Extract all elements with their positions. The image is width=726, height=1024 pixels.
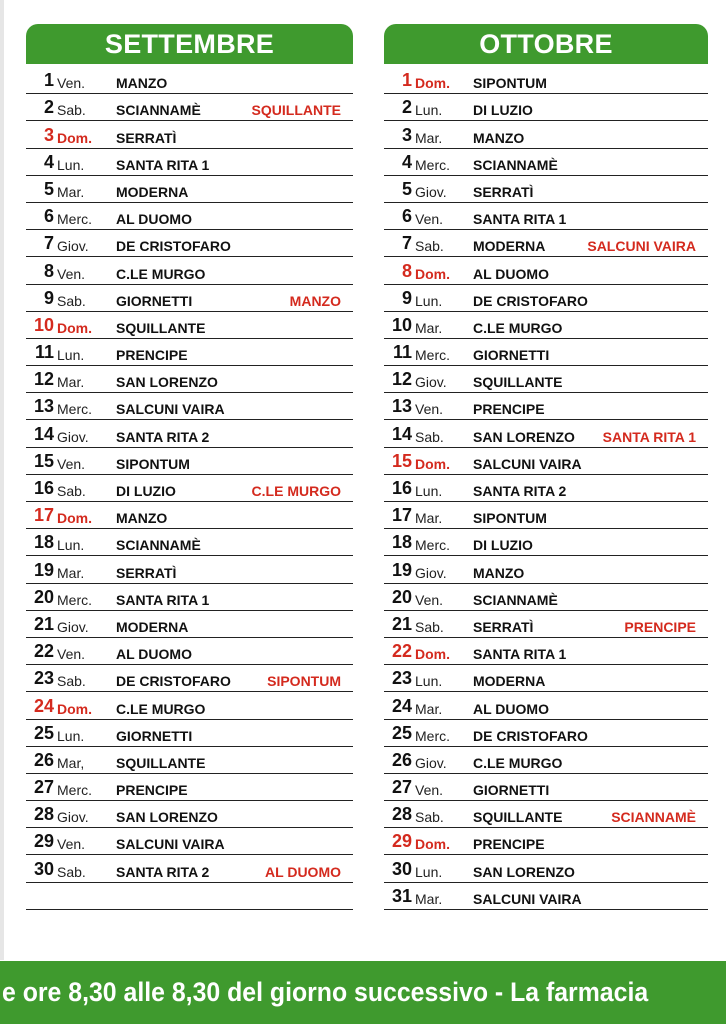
- weekday-label: Dom.: [57, 129, 92, 146]
- weekday-label: Ven.: [57, 836, 86, 853]
- secondary-pharmacy: SALCUNI VAIRA: [587, 238, 696, 255]
- day-row: [384, 475, 708, 502]
- day-row: [384, 828, 708, 855]
- day-row: [26, 121, 353, 148]
- day-row: [384, 692, 708, 719]
- pharmacy-name: SERRATÌ: [473, 183, 534, 200]
- pharmacy-name: MODERNA: [116, 618, 189, 635]
- day-row: [384, 556, 708, 583]
- day-row: [384, 529, 708, 556]
- day-row: [26, 665, 353, 692]
- day-number: 9: [401, 287, 412, 308]
- pharmacy-name: DE CRISTOFARO: [473, 292, 588, 309]
- day-number: 28: [391, 804, 412, 825]
- pharmacy-name: SIPONTUM: [473, 510, 547, 527]
- weekday-label: Giov.: [57, 428, 89, 445]
- day-number: 10: [391, 314, 412, 335]
- weekday-label: Merc.: [57, 591, 92, 608]
- day-row: [384, 339, 708, 366]
- day-row: [26, 312, 353, 339]
- pharmacy-name: SANTA RITA 2: [473, 483, 567, 499]
- day-row: [384, 121, 708, 148]
- day-number: 3: [401, 124, 412, 145]
- pharmacy-name: SAN LORENZO: [473, 863, 575, 880]
- pharmacy-name: C.LE MURGO: [473, 319, 563, 336]
- day-number: 17: [33, 505, 54, 526]
- month-header-october: OTTOBRE: [384, 24, 708, 64]
- day-number: 6: [43, 206, 54, 227]
- day-number: 12: [33, 369, 54, 390]
- pharmacy-name: SCIANNAMÈ: [116, 537, 201, 554]
- day-row: [384, 420, 708, 447]
- pharmacy-name: DE CRISTOFARO: [473, 727, 588, 744]
- day-row: [384, 67, 708, 94]
- weekday-label: Sab.: [415, 809, 444, 826]
- day-number: 30: [391, 858, 412, 879]
- weekday-label: Sab.: [415, 238, 444, 255]
- weekday-label: Giov.: [415, 183, 447, 200]
- day-number: 7: [43, 233, 54, 254]
- pharmacy-name: SQUILLANTE: [116, 754, 206, 771]
- day-row: [384, 584, 708, 611]
- secondary-pharmacy: SANTA RITA 1: [602, 428, 696, 445]
- weekday-label: Mar.: [57, 183, 85, 200]
- weekday-label: Dom.: [57, 319, 92, 336]
- day-number: 20: [391, 586, 412, 607]
- day-row: [384, 366, 708, 393]
- day-row: [26, 611, 353, 638]
- day-row: [26, 393, 353, 420]
- day-row: [26, 720, 353, 747]
- pharmacy-name: MANZO: [473, 129, 525, 146]
- day-number: 23: [391, 668, 412, 689]
- weekday-label: Merc.: [415, 347, 450, 364]
- day-number: 18: [391, 532, 412, 553]
- weekday-label: Sab.: [415, 428, 444, 445]
- day-number: 2: [401, 97, 412, 118]
- pharmacy-name: MANZO: [116, 510, 168, 527]
- day-number: 22: [391, 641, 412, 662]
- day-number: 9: [43, 287, 54, 308]
- footer-banner: [0, 961, 726, 1024]
- day-number: 19: [391, 559, 412, 580]
- pharmacy-name: SCIANNAMÈ: [473, 591, 558, 608]
- day-number: 26: [391, 749, 412, 770]
- weekday-label: Dom.: [415, 455, 450, 472]
- weekday-label: Lun.: [415, 102, 443, 119]
- weekday-label: Merc.: [415, 727, 450, 744]
- day-row: [384, 230, 708, 257]
- pharmacy-name: AL DUOMO: [473, 700, 549, 717]
- day-number: 13: [33, 396, 54, 417]
- weekday-label: Ven.: [415, 591, 444, 608]
- pharmacy-name: SQUILLANTE: [473, 374, 563, 391]
- pharmacy-name: GIORNETTI: [116, 292, 193, 309]
- day-number: 27: [391, 777, 412, 798]
- day-row: [26, 638, 353, 665]
- weekday-label: Mar.: [415, 510, 443, 527]
- day-number: 7: [401, 233, 412, 254]
- day-row: [26, 529, 353, 556]
- day-number: 26: [33, 749, 54, 770]
- day-number: 17: [391, 505, 412, 526]
- weekday-label: Giov.: [57, 809, 89, 826]
- pharmacy-name: PRENCIPE: [473, 401, 545, 418]
- day-row: [384, 285, 708, 312]
- day-row: [384, 747, 708, 774]
- pharmacy-name: SANTA RITA 2: [116, 863, 210, 880]
- day-row: [26, 502, 353, 529]
- day-row: [26, 801, 353, 828]
- weekday-label: Sab.: [57, 102, 86, 119]
- day-number: 11: [392, 342, 412, 363]
- weekday-label: Lun.: [57, 727, 85, 744]
- day-row: [26, 339, 353, 366]
- secondary-pharmacy: SQUILLANTE: [251, 102, 341, 119]
- month-header-september: SETTEMBRE: [26, 24, 353, 64]
- day-number: 30: [33, 858, 54, 879]
- pharmacy-name: SALCUNI VAIRA: [116, 401, 225, 418]
- pharmacy-name: SAN LORENZO: [116, 809, 218, 826]
- pharmacy-name: SAN LORENZO: [473, 428, 575, 445]
- weekday-label: Merc.: [57, 782, 92, 799]
- september-column: [26, 24, 353, 910]
- secondary-pharmacy: C.LE MURGO: [251, 483, 341, 499]
- weekday-label: Sab.: [57, 673, 86, 690]
- day-row: [384, 393, 708, 420]
- day-row: [26, 855, 353, 882]
- day-row: [26, 94, 353, 121]
- day-row: [26, 67, 353, 94]
- weekday-label: Ven.: [57, 265, 86, 282]
- weekday-label: Dom.: [415, 265, 450, 282]
- day-number: 14: [33, 423, 54, 444]
- day-number: 28: [33, 804, 54, 825]
- weekday-label: Lun.: [415, 673, 443, 690]
- day-row: [26, 448, 353, 475]
- day-row: [26, 828, 353, 855]
- secondary-pharmacy: AL DUOMO: [265, 863, 341, 880]
- pharmacy-name: C.LE MURGO: [116, 700, 206, 717]
- pharmacy-name: SALCUNI VAIRA: [473, 455, 582, 472]
- day-row: [26, 149, 353, 176]
- pharmacy-name: DI LUZIO: [473, 537, 533, 554]
- weekday-label: Mar.: [415, 319, 443, 336]
- weekday-label: Lun.: [57, 156, 85, 173]
- day-number: 10: [33, 314, 54, 335]
- day-number: 5: [401, 178, 412, 199]
- day-row: [384, 149, 708, 176]
- weekday-label: Giov.: [415, 564, 447, 581]
- day-row: [384, 257, 708, 284]
- day-number: 21: [391, 613, 412, 634]
- day-row: [384, 502, 708, 529]
- day-number: 6: [401, 206, 412, 227]
- pharmacy-name: AL DUOMO: [473, 265, 549, 282]
- pharmacy-name: SIPONTUM: [116, 455, 190, 472]
- day-number: 12: [391, 369, 412, 390]
- weekday-label: Dom.: [57, 510, 92, 527]
- pharmacy-name: SANTA RITA 1: [473, 646, 567, 663]
- weekday-label: Giov.: [415, 754, 447, 771]
- pharmacy-name: SERRATÌ: [473, 618, 534, 635]
- weekday-label: Ven.: [57, 455, 86, 472]
- pharmacy-name: MODERNA: [116, 183, 189, 200]
- pharmacy-name: PRENCIPE: [116, 782, 188, 799]
- pharmacy-name: SANTA RITA 1: [116, 591, 210, 608]
- day-row: [384, 855, 708, 882]
- day-number: 20: [33, 586, 54, 607]
- pharmacy-name: DE CRISTOFARO: [116, 673, 231, 690]
- day-row: [384, 638, 708, 665]
- weekday-label: Sab.: [57, 863, 86, 880]
- pharmacy-name: SAN LORENZO: [116, 374, 218, 391]
- weekday-label: Merc.: [57, 401, 92, 418]
- day-number: 8: [43, 260, 54, 281]
- weekday-label: Ven.: [57, 75, 86, 92]
- day-row: [26, 257, 353, 284]
- pharmacy-name: AL DUOMO: [116, 646, 192, 663]
- weekday-label: Lun.: [57, 537, 85, 554]
- day-number: 24: [33, 695, 54, 716]
- pharmacy-name: MODERNA: [473, 673, 546, 690]
- september-day-list: [26, 67, 353, 910]
- weekday-label: Sab.: [57, 292, 86, 309]
- pharmacy-name: C.LE MURGO: [473, 754, 563, 771]
- day-number: 29: [391, 831, 412, 852]
- pharmacy-name: MANZO: [473, 564, 525, 581]
- weekday-label: Ven.: [415, 211, 444, 228]
- weekday-label: Mar.: [415, 890, 443, 907]
- day-number: 15: [391, 450, 412, 471]
- weekday-label: Giov.: [57, 238, 89, 255]
- day-number: 5: [43, 178, 54, 199]
- empty-row: [26, 883, 353, 910]
- day-row: [384, 203, 708, 230]
- weekday-label: Mar.: [415, 129, 443, 146]
- day-row: [26, 366, 353, 393]
- pharmacy-name: SERRATÌ: [116, 564, 177, 581]
- day-row: [26, 475, 353, 502]
- pharmacy-name: DI LUZIO: [116, 483, 176, 499]
- weekday-label: Lun.: [415, 292, 443, 309]
- day-number: 27: [33, 777, 54, 798]
- secondary-pharmacy: SCIANNAMÈ: [611, 809, 696, 826]
- day-row: [26, 203, 353, 230]
- pharmacy-name: SANTA RITA 1: [116, 156, 210, 173]
- day-row: [384, 176, 708, 203]
- day-number: 23: [33, 668, 54, 689]
- secondary-pharmacy: PRENCIPE: [624, 618, 696, 635]
- weekday-label: Merc.: [57, 211, 92, 228]
- day-row: [384, 665, 708, 692]
- weekday-label: Sab.: [415, 618, 444, 635]
- day-row: [384, 611, 708, 638]
- weekday-label: Giov.: [57, 618, 89, 635]
- day-row: [26, 692, 353, 719]
- pharmacy-name: SERRATÌ: [116, 129, 177, 146]
- pharmacy-name: MODERNA: [473, 238, 546, 255]
- day-number: 11: [34, 342, 54, 363]
- day-number: 25: [33, 722, 54, 743]
- day-number: 24: [391, 695, 412, 716]
- day-row: [26, 774, 353, 801]
- weekday-label: Mar.: [415, 700, 443, 717]
- pharmacy-name: GIORNETTI: [473, 782, 550, 799]
- weekday-label: Merc.: [415, 156, 450, 173]
- weekday-label: Mar,: [57, 754, 85, 771]
- day-number: 29: [33, 831, 54, 852]
- day-number: 1: [401, 70, 412, 91]
- day-number: 1: [43, 70, 54, 91]
- day-number: 13: [391, 396, 412, 417]
- weekday-label: Dom.: [415, 836, 450, 853]
- weekday-label: Dom.: [415, 75, 450, 92]
- page-edge: [0, 0, 4, 960]
- weekday-label: Merc.: [415, 537, 450, 554]
- weekday-label: Lun.: [415, 863, 443, 880]
- weekday-label: Mar.: [57, 564, 85, 581]
- weekday-label: Ven.: [415, 782, 444, 799]
- day-row: [384, 312, 708, 339]
- weekday-label: Lun.: [57, 347, 85, 364]
- october-day-list: [384, 67, 708, 910]
- weekday-label: Lun.: [415, 483, 443, 499]
- weekday-label: Dom.: [57, 700, 92, 717]
- day-row: [26, 230, 353, 257]
- weekday-label: Ven.: [57, 646, 86, 663]
- day-row: [384, 801, 708, 828]
- day-row: [26, 176, 353, 203]
- day-number: 8: [401, 260, 412, 281]
- pharmacy-name: SANTA RITA 1: [473, 211, 567, 228]
- weekday-label: Ven.: [415, 401, 444, 418]
- day-number: 16: [33, 478, 54, 498]
- weekday-label: Sab.: [57, 483, 86, 499]
- day-row: [26, 285, 353, 312]
- pharmacy-name: PRENCIPE: [473, 836, 545, 853]
- secondary-pharmacy: SIPONTUM: [267, 673, 341, 690]
- pharmacy-name: SALCUNI VAIRA: [473, 890, 582, 907]
- pharmacy-name: SANTA RITA 2: [116, 428, 210, 445]
- day-row: [26, 556, 353, 583]
- pharmacy-name: DE CRISTOFARO: [116, 238, 231, 255]
- pharmacy-name: SQUILLANTE: [473, 809, 563, 826]
- day-row: [26, 747, 353, 774]
- day-row: [384, 94, 708, 121]
- day-number: 31: [391, 885, 412, 906]
- day-number: 22: [33, 641, 54, 662]
- day-number: 14: [391, 423, 412, 444]
- footer-text: e ore 8,30 alle 8,30 del giorno successivo - La farmacia: [2, 977, 649, 1007]
- day-number: 4: [43, 151, 54, 172]
- pharmacy-name: GIORNETTI: [116, 727, 193, 744]
- october-column: [384, 24, 708, 910]
- day-row: [26, 584, 353, 611]
- pharmacy-name: SCIANNAMÈ: [116, 102, 201, 119]
- day-number: 18: [33, 532, 54, 553]
- pharmacy-name: SIPONTUM: [473, 75, 547, 92]
- day-number: 21: [33, 613, 54, 634]
- weekday-label: Mar.: [57, 374, 85, 391]
- pharmacy-name: AL DUOMO: [116, 211, 192, 228]
- weekday-label: Giov.: [415, 374, 447, 391]
- pharmacy-name: GIORNETTI: [473, 347, 550, 364]
- day-row: [384, 883, 708, 910]
- secondary-pharmacy: MANZO: [289, 292, 341, 309]
- day-row: [26, 420, 353, 447]
- pharmacy-name: SCIANNAMÈ: [473, 156, 558, 173]
- pharmacy-name: C.LE MURGO: [116, 265, 206, 282]
- day-row: [384, 720, 708, 747]
- day-row: [384, 774, 708, 801]
- pharmacy-name: SQUILLANTE: [116, 319, 206, 336]
- day-number: 19: [33, 559, 54, 580]
- day-number: 25: [391, 722, 412, 743]
- pharmacy-name: SALCUNI VAIRA: [116, 836, 225, 853]
- day-number: 3: [43, 124, 54, 145]
- pharmacy-name: MANZO: [116, 75, 168, 92]
- day-number: 16: [391, 478, 412, 498]
- pharmacy-name: DI LUZIO: [473, 102, 533, 119]
- weekday-label: Dom.: [415, 646, 450, 663]
- pharmacy-name: PRENCIPE: [116, 347, 188, 364]
- day-row: [384, 448, 708, 475]
- day-number: 2: [43, 97, 54, 118]
- day-number: 4: [401, 151, 412, 172]
- day-number: 15: [33, 450, 54, 471]
